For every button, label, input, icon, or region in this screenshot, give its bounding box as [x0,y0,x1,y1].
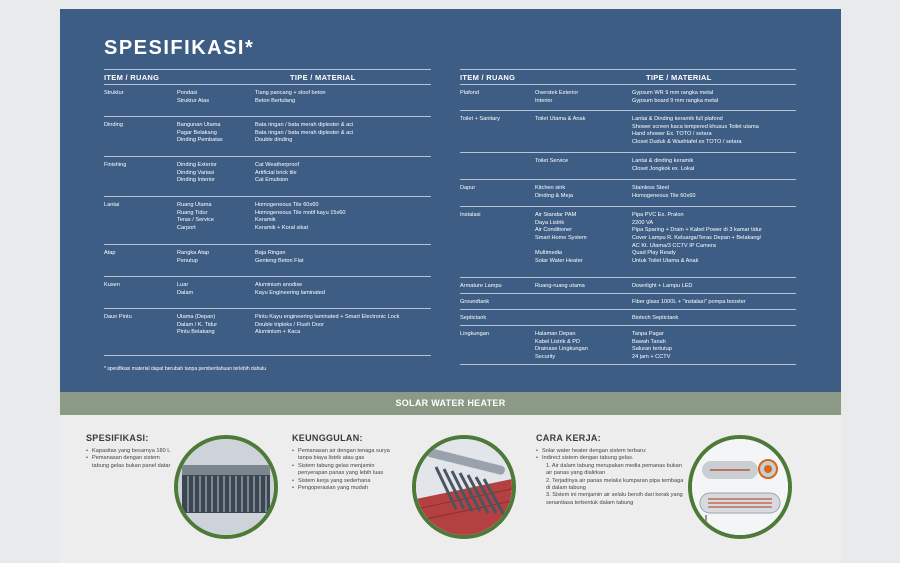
solar-panel-photo-icon [178,439,274,535]
keunggulan-list [292,448,404,492]
material-name: Cat Emulsion [255,177,289,184]
row-category: Struktur [104,90,124,96]
item-name: Multimedia [535,250,563,257]
material-name: Downlight + Lampu LED [632,283,693,289]
material-name: Gypsum board 9 mm rangka metal [632,97,719,104]
table-row [460,153,796,180]
item-name: Rangka Atap [177,250,210,256]
item-name: Ruang Utama [177,202,212,208]
row-category: Plafond [460,90,479,96]
material-name: 24 jam + CCTV [632,354,671,361]
header-item: ITEM / RUANG [460,73,516,82]
row-category: Dapur [460,185,476,191]
table-row [460,207,796,278]
material-name: Cat Weatherproof [255,162,300,168]
table-row [460,294,796,310]
row-category: Toilet + Sanitary [460,116,500,122]
list-item: • Indirect sistem dengan tabung gelas. [536,455,684,462]
material-name: Bata ringan / bata merah diplester & aci [255,122,354,128]
table-row [104,157,431,197]
material-name: Untuk Toilet Utama & Anak [632,258,699,265]
list-step: 3. Sistem ini menjamin air selalu bersih dari kerak yang senantiasa terbentuk dalam tabung [546,492,683,506]
table-header [460,69,796,85]
row-materials [255,202,345,233]
material-name: Saluran tertutup [632,346,672,353]
material-name: Closet Duduk & Washtafel ex TOTO / setara [632,139,742,146]
item-name: Carport [177,225,196,232]
heater-diagram-photo [688,435,792,539]
material-name: Kayu Engineering laminated [255,289,325,296]
solar-section [60,415,841,563]
solar-heater-rooftop-photo [412,435,516,539]
material-name: Double dinding [255,137,293,144]
brochure-page [60,9,841,563]
item-name: Pintu Belakang [177,329,215,336]
item-name: Dinding Exterior [177,162,217,168]
row-materials [255,282,325,297]
material-name: Genteng Beton Flat [255,257,304,264]
row-materials [632,315,678,323]
material-name: Homogeneous Tile 60x60 [632,192,696,199]
item-name: Ruang Tidur [177,209,208,216]
table-row [104,117,431,157]
item-name: Dinding Variasi [177,169,215,176]
item-name: Ruang-ruang utama [535,283,585,289]
material-name: Closet Jongkok ex. Lokal [632,165,695,172]
item-name: Bangunan Utama [177,122,221,128]
item-name: Teras / Service [177,217,214,224]
rooftop-photo-icon [416,439,512,535]
material-name: Aluminium + Kaca [255,329,301,336]
item-name: Dalam / K. Tidur [177,321,218,328]
material-name: Homogeneous Tile motif kayu 15x60 [255,209,346,216]
item-name: Dalam [177,289,194,296]
list-step: 2. Terjadinya air panas melalui kumparan pipa tembaga di dalam tabung [546,477,684,492]
solar-panel-photo [174,435,278,539]
list-item: • Sistem kerja yang sederhana [292,478,404,485]
material-name: Biotech Septictank [632,315,679,321]
cara-kerja-list [536,448,684,507]
material-name: Pintu Kayu engineering laminated + Smart Electronic Lock [255,314,400,320]
material-name: Baja Ringan [255,250,286,256]
item-name: Pondasi [177,90,198,96]
row-materials [255,162,299,185]
item-name: Luar [177,282,189,288]
item-name: Penutup [177,257,198,264]
item-name: Smart Home System [535,235,587,242]
spec-table-left [104,69,431,356]
material-name: Tiang pancang + sloof beton [255,90,326,96]
material-name: 2200 VA [632,219,654,226]
material-name: Artificial brick tile [255,169,297,176]
row-items [535,185,573,200]
spesifikasi-title: SPESIFIKASI: [86,433,149,443]
material-name: Lantai & dinding keramik [632,158,694,164]
heater-diagram-icon [692,439,788,535]
item-name: Kabel Listrik & PD [535,338,581,345]
row-items [177,162,217,185]
list-item: • Pemanasan air dengan tenaga surya tanpa biaya listrik atau gas [292,448,404,463]
cara-kerja-title: CARA KERJA: [536,433,601,443]
spec-footnote: * spesifikasi material dapat berubah tanpa pemberitahuan terlebih dahulu [104,366,267,372]
table-row [460,180,796,207]
material-name: Lantai & Dinding keramik full plafond [632,116,723,122]
material-name: Bata ringan / bata merah diplester & aci [255,129,354,136]
row-category: Lingkungan [460,331,489,337]
table-header [104,69,431,85]
table-row [104,309,431,356]
row-items [177,282,193,297]
table-row [104,85,431,117]
row-materials [632,331,672,362]
row-items [177,122,223,145]
material-name: Cover Lampu R. Keluarga/Teras Depan + Belakang/ [632,235,762,242]
item-name: Air Conditioner [535,227,572,234]
table-row [104,277,431,309]
header-tipe: TIPE / MATERIAL [646,73,712,82]
item-name: Interior [535,97,553,104]
row-materials [632,90,718,105]
material-name: Hand shower Ex. TOTO / setara [632,131,712,138]
item-name: Air Standar PAM [535,212,577,218]
row-materials [632,116,759,147]
material-name: Tanpa Pagar [632,331,664,337]
item-name: Halaman Depan [535,331,576,337]
row-items [177,202,214,233]
material-name: AC Kt. Utama/3 CCTV IP Camera [632,242,716,249]
material-name: Pipa Sparing + Drain + Kabel Power di 3 kamar tidur [632,227,762,234]
material-name: Homogeneous Tile 60x60 [255,202,319,208]
row-materials [632,158,694,173]
row-category: Groundtank [460,299,490,305]
item-name: Kitchen sink [535,185,566,191]
header-tipe: TIPE / MATERIAL [290,73,356,82]
row-materials [632,283,692,291]
material-name: Pipa PVC Ex. Pralon [632,212,684,218]
row-category: Septictank [460,315,487,321]
row-category: Instalasi [460,212,481,218]
material-name: Shower screen kaca tempered khusus Toilet utama [632,123,759,130]
table-row [460,85,796,111]
list-item: • Pengoperasian yang mudah [292,485,404,492]
row-materials [255,314,399,337]
row-materials [632,299,746,307]
header-item: ITEM / RUANG [104,73,160,82]
row-items [535,158,568,166]
item-name: Solar Water Heater [535,258,583,265]
row-items [535,116,585,124]
item-name: Drainase Lingkungan [535,346,588,353]
item-name: Daya Listrik [535,219,565,226]
row-materials [255,90,326,105]
table-row [460,326,796,365]
list-item: • Kapasitas yang besarnya 180 L [86,448,174,455]
row-category: Armature Lampu [460,283,502,289]
item-name: Pagar Belakang [177,129,217,136]
material-name: Double tripleks / Flush Door [255,321,325,328]
material-name: Aluminium anodise [255,282,303,288]
solar-band [60,392,841,415]
row-category: Finishing [104,162,127,168]
item-name: Struktur Atas [177,97,210,104]
solar-band-title: SOLAR WATER HEATER [395,398,506,408]
row-category: Kusen [104,282,120,288]
list-item: • Sistem tabung gelas menjamin penyerapan panas yang lebih luas [292,463,404,478]
spec-panel [60,9,841,392]
table-row [460,278,796,294]
material-name: Keramik + Koral sikat [255,225,309,232]
row-category: Lantai [104,202,120,208]
row-category: Atap [104,250,116,256]
row-items [177,250,209,265]
table-row [460,111,796,153]
spesifikasi-list [86,448,174,470]
item-name: Overstek Exterior [535,90,579,96]
list-item: • Pemanasan dengan sistem tabung gelas bukan panel datar [86,455,174,470]
item-name: Dinding Interior [177,177,215,184]
table-row [460,310,796,326]
row-materials [255,122,353,145]
item-name: Toilet Service [535,158,569,164]
table-row [104,245,431,277]
material-name: Beton Bertulang [255,97,296,104]
row-items [177,314,217,337]
row-materials [632,212,762,266]
row-items [535,212,587,266]
row-items [177,90,209,105]
item-name: Security [535,354,556,361]
material-name: Bawah Tanah [632,338,666,345]
item-name: Dinding Pembatas [177,137,223,144]
table-row [104,197,431,245]
spec-table-right [460,69,796,365]
list-item: • Solar water heater dengan sistem terbaru: [536,448,684,455]
material-name: Gypsum WR 9 mm rangka metal [632,90,714,96]
material-name: Quad Play Ready [632,250,676,257]
row-materials [255,250,304,265]
item-name [535,243,587,251]
item-name: Dinding & Meja [535,192,573,199]
row-category: Daun Pintu [104,314,132,320]
material-name: Fiber glass 1000L + "instalasi" pompa booster [632,299,746,305]
row-materials [632,185,695,200]
item-name: Utama (Depan) [177,314,216,320]
item-name: Toilet Utama & Anak [535,116,586,122]
row-items [535,331,588,362]
spec-title: SPESIFIKASI* [104,37,255,59]
keunggulan-title: KEUNGGULAN: [292,433,363,443]
material-name: Stainless Steel [632,185,670,191]
list-step: 1. Air dalam tabung merupakan media pemanas bukan air panas yang dialirkan [546,462,682,477]
row-category: Dinding [104,122,123,128]
material-name: Keramik [255,217,276,224]
row-items [535,283,585,291]
row-items [535,90,578,105]
